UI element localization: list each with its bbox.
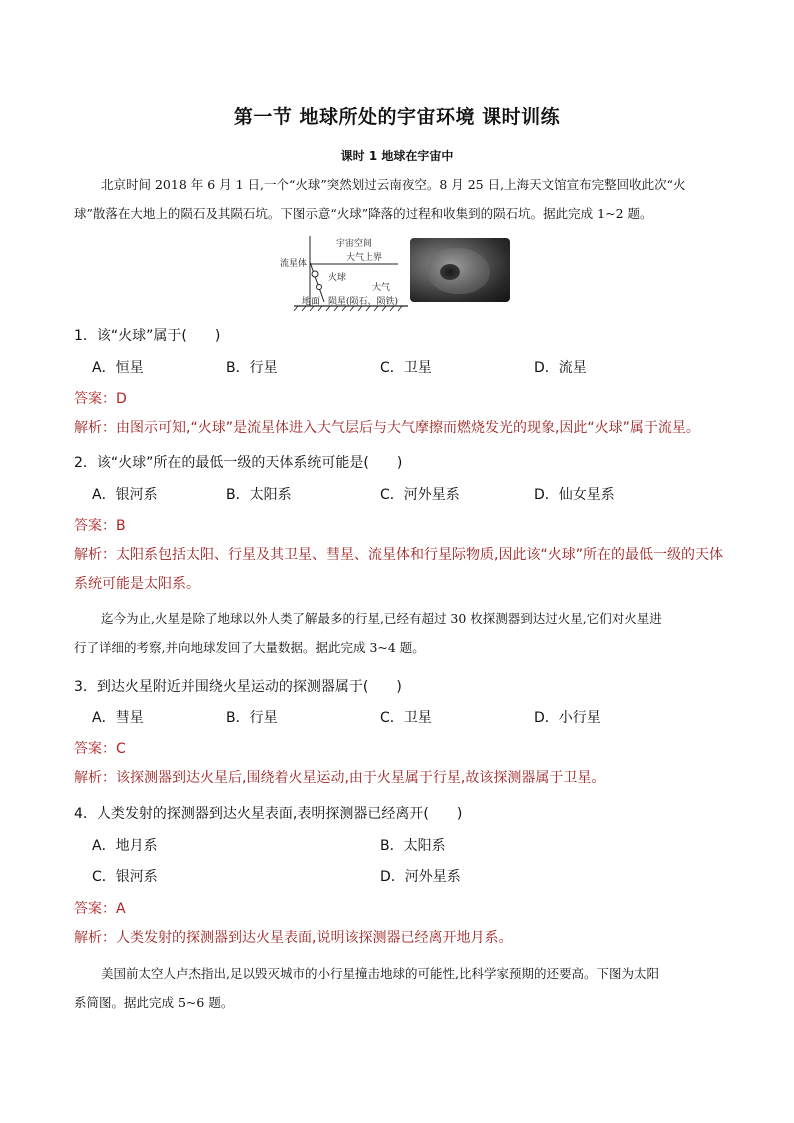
q2-option-c: C．河外星系: [380, 487, 460, 503]
q4-option-b: B．太阳系: [380, 838, 446, 854]
passage-2-line-1: 迄今为止,火星是除了地球以外人类了解最多的行星,已经有超过 30 枚探测器到达过火星,它们对火星进: [101, 611, 662, 626]
meteorite-crater-photo: [410, 238, 510, 302]
q1-option-a: A．恒星: [92, 360, 144, 376]
q2-explanation: [74, 541, 724, 599]
q2-explanation-line-1: 解析：太阳系包括太阳、行星及其卫星、彗星、流星体和行星际物质,因此该“火球”所在的最低一级的天体: [74, 547, 723, 563]
passage-3: [74, 959, 724, 1017]
passage-2: [74, 604, 724, 662]
q1-option-c: C．卫星: [380, 360, 432, 376]
label-fireball: 火球: [328, 273, 347, 283]
question-3: 3．到达火星附近并围绕火星运动的探测器属于( ): [74, 679, 402, 695]
passage-2-line-2: 行了详细的考察,并向地球发回了大量数据。据此完成 3~4 题。: [74, 640, 425, 655]
q3-option-d: D．小行星: [534, 710, 601, 726]
q1-answer: 答案：D: [74, 391, 127, 407]
q4-option-d: D．河外星系: [380, 869, 461, 885]
question-1: 1．该“火球”属于( ): [74, 328, 221, 344]
q2-option-b: B．太阳系: [226, 487, 292, 503]
label-meteorite: 陨星(陨石、陨铁): [328, 297, 399, 307]
q4-explanation: 解析：人类发射的探测器到达火星表面,说明该探测器已经离开地月系。: [74, 930, 513, 946]
meteor-figure: [280, 232, 520, 312]
q4-answer: 答案：A: [74, 901, 126, 917]
crater-pit: [440, 264, 460, 280]
q4-option-a: A．地月系: [92, 838, 158, 854]
q3-option-b: B．行星: [226, 710, 278, 726]
q3-option-c: C．卫星: [380, 710, 432, 726]
label-atmosphere: 大气: [372, 283, 391, 293]
label-meteoroid: 流星体: [280, 259, 308, 269]
q3-option-a: A．彗星: [92, 710, 144, 726]
label-ground: 地面: [302, 297, 321, 307]
q2-option-d: D．仙女星系: [534, 487, 615, 503]
label-atmosphere-top: 大气上界: [346, 253, 383, 263]
q1-explanation: 解析：由图示可知,“火球”是流星体进入大气层后与大气摩擦而燃烧发光的现象,因此“火球”属于流星。: [74, 420, 700, 436]
passage-1-line-1: 北京时间 2018 年 6 月 1 日,一个“火球”突然划过云南夜空。8 月 25 日,上海天文馆宣布完整回收此次“火: [101, 177, 686, 192]
q2-answer: 答案：B: [74, 518, 126, 534]
passage-3-line-2: 系简图。据此完成 5~6 题。: [74, 995, 234, 1010]
question-2: 2．该“火球”所在的最低一级的天体系统可能是( ): [74, 455, 403, 471]
q4-option-c: C．银河系: [92, 869, 158, 885]
label-space: 宇宙空间: [336, 239, 373, 249]
passage-3-line-1: 美国前太空人卢杰指出,足以毁灭城市的小行星撞击地球的可能性,比科学家预期的还要高。下图为太阳: [101, 966, 659, 981]
q2-option-a: A．银河系: [92, 487, 158, 503]
q3-explanation: 解析：该探测器到达火星后,围绕着火星运动,由于火星属于行星,故该探测器属于卫星。: [74, 770, 606, 786]
lesson-subtitle: 课时 1 地球在宇宙中: [340, 149, 454, 163]
q1-option-d: D．流星: [534, 360, 587, 376]
question-4: 4．人类发射的探测器到达火星表面,表明探测器已经离开( ): [74, 806, 463, 822]
passage-1-line-2: 球”散落在大地上的陨石及其陨石坑。下图示意“火球”降落的过程和收集到的陨石坑。据此完成 1~2 题。: [74, 206, 653, 221]
passage-1: [74, 170, 724, 228]
q1-option-b: B．行星: [226, 360, 278, 376]
q3-answer: 答案：C: [74, 741, 126, 757]
page-title: 第一节 地球所处的宇宙环境 课时训练: [233, 106, 561, 128]
q2-explanation-line-2: 系统可能是太阳系。: [74, 576, 200, 592]
